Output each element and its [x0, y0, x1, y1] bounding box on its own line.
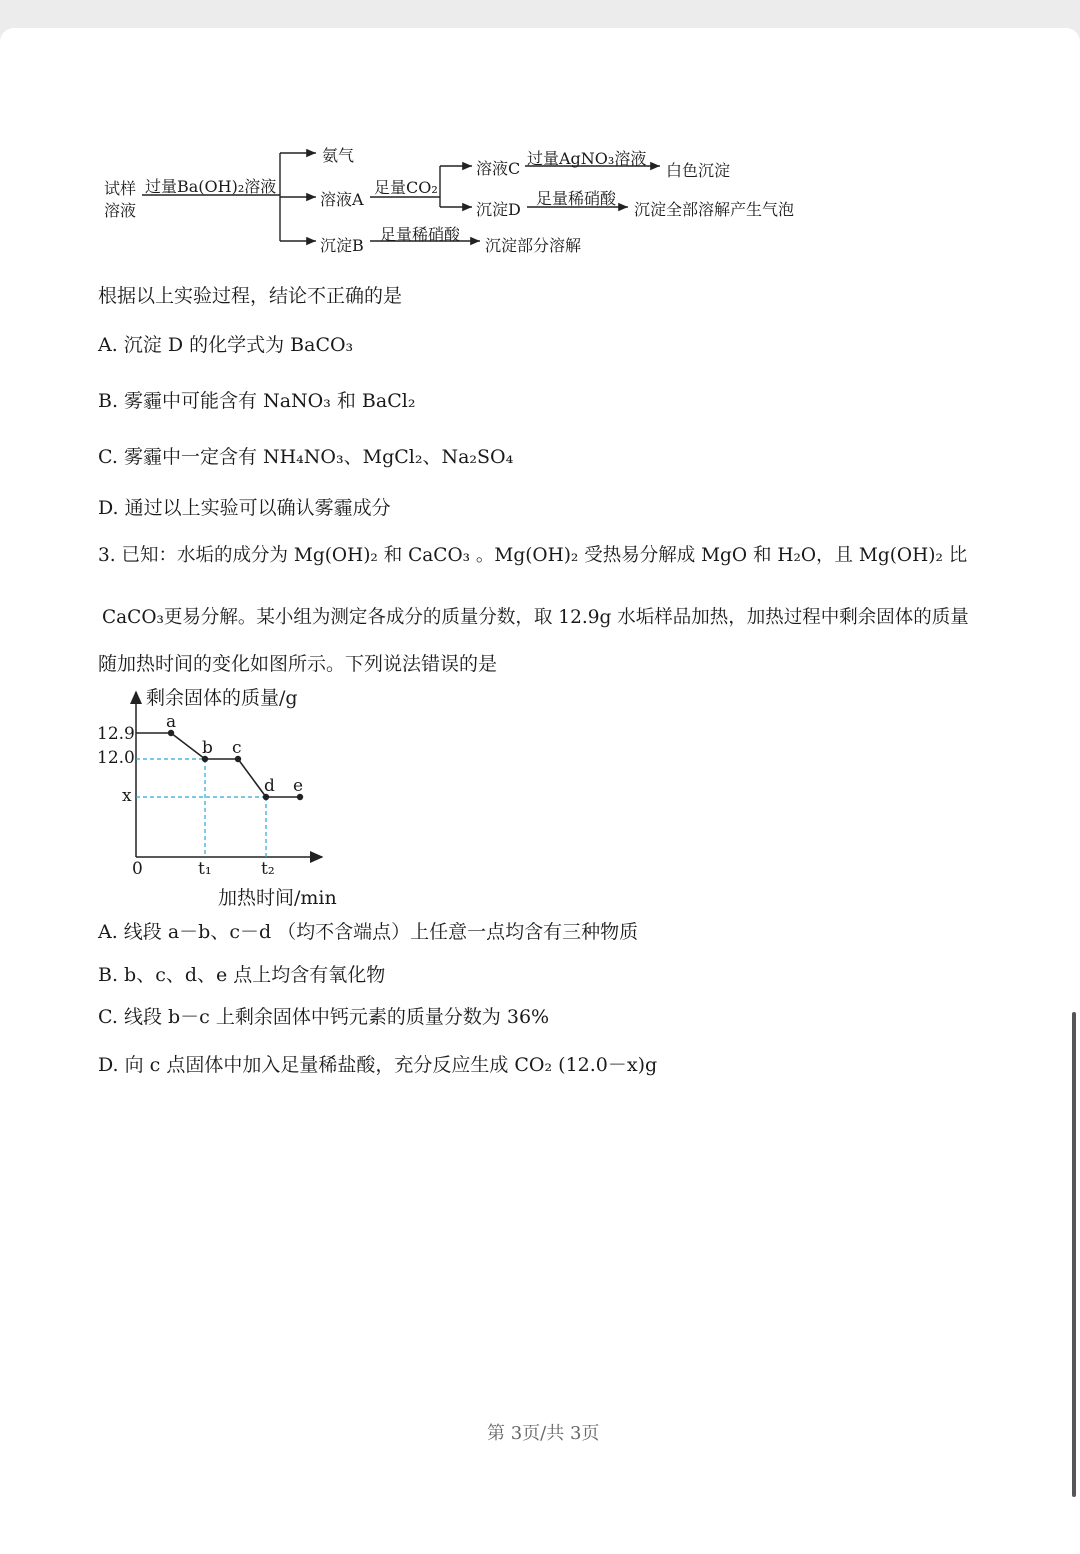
- point-label-b: b: [202, 738, 213, 758]
- chart-ytick-12-9: 12.9: [97, 724, 135, 744]
- flow-result-d: 沉淀全部溶解产生气泡: [634, 200, 795, 219]
- chart-ytick-x: x: [122, 786, 132, 806]
- chart-ylabel: 剩余固体的质量/g: [146, 687, 298, 709]
- point-label-e: e: [293, 776, 304, 796]
- flow-reagent-hno3-d: 足量稀硝酸: [536, 189, 617, 208]
- page-number: 第 3页/共 3页: [487, 1423, 600, 1444]
- flow-white-precipitate: 白色沉淀: [666, 161, 731, 180]
- flow-sample-line1: 试样: [104, 179, 137, 198]
- q3-option-d: D. 向 c 点固体中加入足量稀盐酸，充分反应生成 CO₂ (12.0－x)g: [98, 1054, 658, 1076]
- point-label-d: d: [264, 776, 275, 796]
- flow-precipitate-b: 沉淀B: [320, 236, 364, 255]
- q2-option-c: C. 雾霾中一定含有 NH₄NO₃、MgCl₂、Na₂SO₄: [98, 446, 514, 468]
- q3-stem-line2: CaCO₃更易分解。某小组为测定各成分的质量分数，取 12.9g 水垢样品加热，加热过程中剩余固体的质量: [102, 607, 969, 628]
- point-label-c: c: [232, 738, 242, 758]
- flow-solution-c: 溶液C: [476, 159, 521, 178]
- chart-xlabel: 加热时间/min: [218, 887, 337, 909]
- flow-result-b: 沉淀部分溶解: [485, 236, 582, 255]
- q3-option-b: B. b、c、d、e 点上均含有氧化物: [98, 964, 386, 986]
- chart-xtick-t2: t₂: [261, 859, 275, 879]
- flow-sample-line2: 溶液: [104, 201, 137, 220]
- q3-option-c: C. 线段 b－c 上剩余固体中钙元素的质量分数为 36%: [98, 1006, 550, 1028]
- q3-option-a: A. 线段 a－b、c－d （均不含端点）上任意一点均含有三种物质: [98, 921, 639, 943]
- point-label-a: a: [166, 712, 177, 732]
- chart-xtick-t1: t₁: [198, 859, 212, 879]
- flow-reagent-agno3: 过量AgNO₃溶液: [527, 149, 647, 168]
- scrollbar[interactable]: [1072, 1012, 1076, 1497]
- flow-reagent-hno3-b: 足量稀硝酸: [380, 225, 461, 244]
- chart-origin: 0: [132, 859, 143, 879]
- flow-solution-a: 溶液A: [320, 190, 364, 209]
- q3-stem-line3: 随加热时间的变化如图所示。下列说法错误的是: [98, 653, 498, 675]
- flow-ammonia: 氨气: [322, 146, 355, 165]
- q2-option-a: A. 沉淀 D 的化学式为 BaCO₃: [98, 334, 354, 356]
- q2-option-b: B. 雾霾中可能含有 NaNO₃ 和 BaCl₂: [98, 390, 416, 412]
- mass-curve: [136, 733, 300, 797]
- flow-precipitate-d: 沉淀D: [476, 200, 521, 219]
- chart-ytick-12-0: 12.0: [97, 748, 135, 768]
- flow-reagent-co2: 足量CO₂: [374, 178, 438, 197]
- flow-reagent-main: 过量Ba(OH)₂溶液: [145, 177, 277, 196]
- q3-stem-line1: 3. 已知：水垢的成分为 Mg(OH)₂ 和 CaCO₃ 。Mg(OH)₂ 受热易分解成 MgO 和 H₂O，且 Mg(OH)₂ 比: [98, 545, 968, 566]
- q2-stem: 根据以上实验过程，结论不正确的是: [98, 285, 403, 307]
- q2-option-d: D. 通过以上实验可以确认雾霾成分: [98, 497, 391, 519]
